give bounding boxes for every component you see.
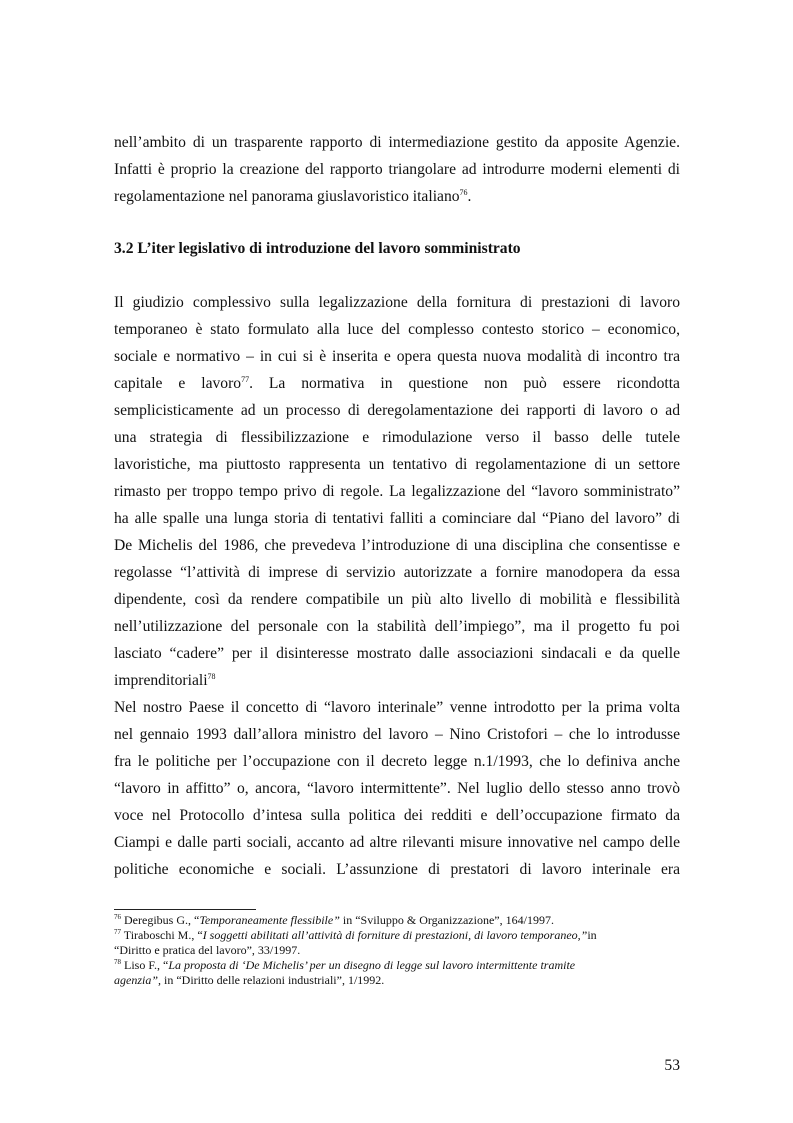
body-line: politiche economiche e sociali. L’assunzione di prestatori di lavoro interinale era: [114, 861, 680, 878]
body-line: regolasse “l’attività di imprese di servizio autorizzate a fornire manodopera da essa: [114, 564, 680, 581]
footnote-ref-77: 77: [241, 374, 250, 384]
body-line: nell’utilizzazione del personale con la stabilità dell’impiego”, ma il progetto fu poi: [114, 618, 680, 635]
footnote-ref-78: 78: [207, 671, 216, 681]
body-line: temporaneo è stato formulato alla luce del complesso contesto storico – economico,: [114, 321, 680, 338]
body-line: rimasto per troppo tempo privo di regole. La legalizzazione del “lavoro somministrato”: [114, 483, 680, 500]
body-line: fra le politiche per l’occupazione con il decreto legge n.1/1993, che lo definiva anche: [114, 753, 680, 770]
body-line: Infatti è proprio la creazione del rapporto triangolare ad introdurre moderni elementi di: [114, 161, 680, 178]
body-line: ha alle spalle una lunga storia di tentativi falliti a cominciare dal “Piano del lavoro” di: [114, 510, 680, 527]
body-line: nel gennaio 1993 dall’allora ministro del lavoro – Nino Cristofori – che lo introdusse: [114, 726, 680, 743]
body-line: De Michelis del 1986, che prevedeva l’introduzione di una disciplina che consentisse e: [114, 537, 680, 554]
body-line: nell’ambito di un trasparente rapporto di intermediazione gestito da apposite Agenzie.: [114, 134, 680, 151]
body-line: voce nel Protocollo d’intesa sulla politica dei redditi e dell’occupazione firmato da: [114, 807, 680, 824]
body-line: Nel nostro Paese il concetto di “lavoro interinale” venne introdotto per la prima volta: [114, 699, 680, 716]
body-line: imprenditoriali$^{78}$: [114, 671, 216, 689]
page-number: 53: [664, 1057, 680, 1074]
footnote-78-continued: agenzia”, in “Diritto delle relazioni industriali”, 1/1992.: [114, 973, 385, 987]
footnote-ref-76: 76: [459, 187, 468, 197]
body-line: lasciato “cadere” per il disinteresse mostrato dalle associazioni sindacali e da quelle: [114, 645, 680, 662]
footnote-76: $^{76}$ Deregibus G., “Temporaneamente flessibile” in “Sviluppo & Organizzazione”, 164/1997.: [114, 913, 554, 927]
body-line: lavoristiche, ma piuttosto rappresenta un tentativo di regolamentazione di un settore: [114, 456, 680, 473]
footnote-77-continued: “Diritto e pratica del lavoro”, 33/1997.: [114, 943, 301, 957]
footnote-divider: [114, 909, 256, 910]
body-line: semplicisticamente ad un processo di deregolamentazione dei rapporti di lavoro o ad: [114, 402, 680, 419]
body-line: “lavoro in affitto” o, ancora, “lavoro intermittente”. Nel luglio dello stesso anno trovò: [114, 780, 680, 797]
body-line: regolamentazione nel panorama giuslavoristico italiano$^{76}$.: [114, 187, 472, 205]
section-heading: 3.2 L’iter legislativo di introduzione del lavoro somministrato: [114, 240, 521, 257]
body-line: Ciampi e dalle parti sociali, accanto ad altre rilevanti misure innovative nel campo delle: [114, 834, 680, 851]
body-line: Il giudizio complessivo sulla legalizzazione della fornitura di prestazioni di lavoro: [114, 294, 680, 311]
body-line: sociale e normativo – in cui si è inserita e opera questa nuova modalità di incontro tra: [114, 348, 680, 365]
body-line: capitale e lavoro$^{77}$. La normativa in questione non può essere ricondotta: [114, 374, 680, 392]
footnotes: [114, 913, 680, 988]
body-line: dipendente, così da rendere compatibile un più alto livello di mobilità e flessibilità: [114, 591, 680, 608]
footnote-78: $^{78}$ Liso F., “La proposta di ‘De Michelis’ per un disegno di legge sul lavoro intermittente tramite: [114, 958, 576, 972]
footnote-77: $^{77}$ Tiraboschi M., “I soggetti abilitati all’attività di forniture di prestazioni, di lavoro temporaneo,”in: [114, 928, 597, 942]
body-line: una strategia di flessibilizzazione e rimodulazione verso il basso delle tutele: [114, 429, 680, 446]
